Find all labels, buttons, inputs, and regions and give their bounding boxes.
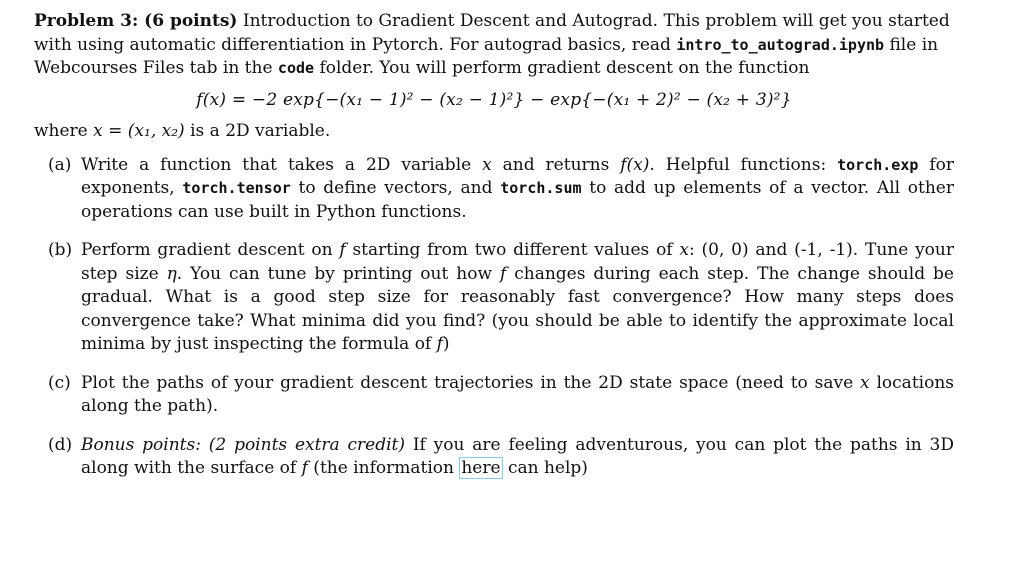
- notebook-filename: intro_to_autograd.ipynb: [676, 35, 885, 54]
- part-d-t2: (the information: [307, 458, 460, 478]
- code-torch-tensor: torch.tensor: [182, 179, 291, 197]
- part-b-t4: . You can tune by printing out how: [176, 263, 500, 284]
- part-c-t1: Plot the paths of your gradient descent trajectories in the 2D state space (need to save: [81, 372, 861, 393]
- problem-document: [34, 10, 954, 496]
- part-b-text: [81, 239, 954, 357]
- where-math: x = (x₁, x₂): [93, 121, 185, 141]
- code-torch-exp: torch.exp: [837, 155, 919, 174]
- part-a-t4: for exponents,: [81, 154, 954, 198]
- part-b: [34, 239, 954, 357]
- part-a-t3: . Helpful functions:: [649, 154, 838, 175]
- part-b-m2: x: [679, 240, 689, 260]
- part-a-t6: to add up elements of a vector. All other operations can use built in Python functions.: [81, 178, 954, 222]
- problem-intro: [34, 10, 954, 81]
- part-d-text: [81, 434, 954, 481]
- part-d-t1: If you are feeling adventurous, you can plot the paths in 3D along with the surface of: [81, 434, 954, 478]
- part-b-t5: changes during each step. The change should be gradual. What is a good step size for reasonably fast convergence? How many steps does convergence take? What minima did you find? (you should be able to identify the approximate local minima by just inspecting the formula of: [81, 263, 954, 354]
- part-a-t2: and returns: [491, 154, 621, 175]
- where-text-2: is a 2D variable.: [184, 121, 331, 141]
- part-d-m1: f: [301, 458, 308, 478]
- here-link[interactable]: here: [461, 458, 501, 478]
- part-d: [34, 434, 954, 481]
- code-torch-sum: torch.sum: [500, 179, 582, 197]
- part-c-t2: locations along the path).: [81, 372, 954, 416]
- part-d-label: (d): [48, 434, 73, 455]
- intro-text-2: file in Webcourses Files tab in the: [34, 34, 939, 78]
- intro-text-1: Introduction to Gradient Descent and Autograd. This problem will get you started with using automatic differentiation in Pytorch. For autograd basics, read: [34, 11, 950, 55]
- part-b-t6: ): [442, 334, 450, 354]
- part-c-label: (c): [48, 372, 71, 393]
- part-a-label: (a): [48, 154, 72, 175]
- part-a-t5: to define vectors, and: [290, 178, 501, 198]
- bonus-points-label: Bonus points: (2 points extra credit): [81, 434, 406, 455]
- problem-parts-list: [34, 154, 954, 481]
- part-b-t2: starting from two different values of: [345, 240, 680, 260]
- part-b-m1: f: [339, 240, 346, 260]
- part-a-m2: f(x): [620, 154, 650, 175]
- part-c-m1: x: [860, 372, 870, 393]
- part-c-text: [81, 372, 954, 419]
- part-b-label: (b): [48, 240, 73, 260]
- part-c: [34, 372, 954, 419]
- part-b-m5: f: [436, 334, 443, 354]
- part-b-m4: f: [499, 263, 507, 284]
- code-folder-name: code: [277, 59, 315, 77]
- part-d-t3: can help): [502, 458, 588, 478]
- part-a-text: [81, 154, 954, 225]
- variable-definition: [34, 120, 954, 144]
- where-text-1: where: [34, 121, 94, 141]
- part-b-t3: : (0, 0) and (-1, -1). Tune your step size: [81, 240, 954, 284]
- part-b-m3: η: [166, 263, 177, 284]
- intro-text-3: folder. You will perform gradient descent on the function: [314, 58, 810, 78]
- part-a-t1: Write a function that takes a 2D variable: [81, 154, 483, 175]
- problem-heading: Problem 3: (6 points): [34, 11, 238, 31]
- part-a: [34, 154, 954, 225]
- function-equation: f(x) = −2 exp{−(x₁ − 1)² − (x₂ − 1)²} − exp{−(x₁ + 2)² − (x₂ + 3)²}: [196, 89, 792, 110]
- part-b-t1: Perform gradient descent on: [81, 240, 340, 260]
- part-a-m1: x: [482, 154, 492, 175]
